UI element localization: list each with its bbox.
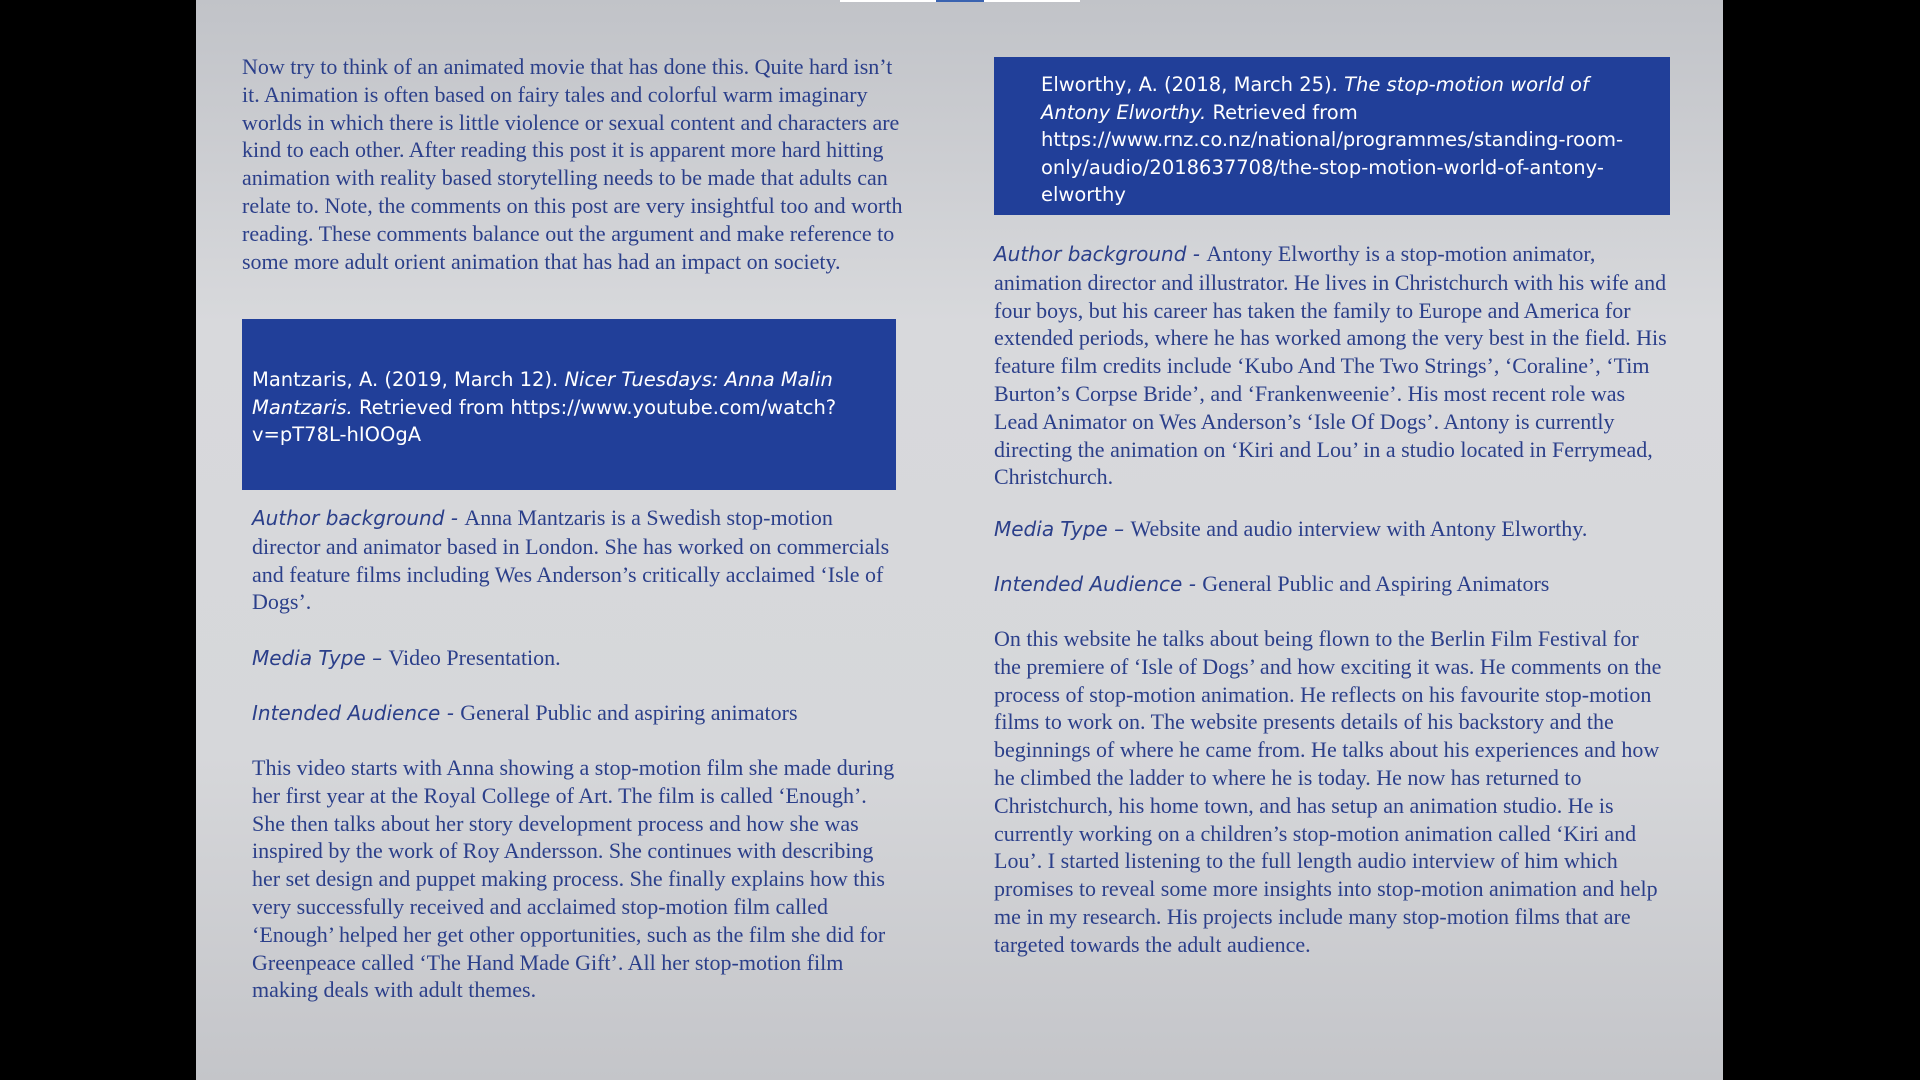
reference-title: Nicer Tuesdays: Anna Malin Mantzaris. bbox=[252, 368, 833, 419]
author-background-text: Anna Mantzaris is a Swedish stop-motion director and animator based in London. She has worked on commercials and feature films including Wes Anderson’s critically acclaimed ‘Isle of Dogs’. bbox=[252, 505, 890, 615]
document-page[interactable] bbox=[196, 0, 1723, 1080]
tab-indicator-active bbox=[936, 0, 984, 2]
intro-paragraph: Now try to think of an animated movie that has done this. Quite hard isn’t it. Animation is often based on fairy tales and colorful warm imaginary worlds in which there is little violence or sexual content and characters are kind to each other. After reading this post it is apparent more hard hitting animation with reality based storytelling needs to be made that adults can relate to. Note, the comments on this post are very insightful too and worth reading. These comments balance out the argument and make reference to some more adult orient animation that has had an impact on society. bbox=[242, 54, 903, 274]
intended-audience-text: General Public and aspiring animators bbox=[460, 700, 798, 725]
author-background-label: Author background - bbox=[994, 242, 1207, 266]
summary-paragraph: This video starts with Anna showing a stop-motion film she made during her first year at the Royal College of Art. The film is called ‘Enough’. She then talks about her story development process and how she was inspired by the work of Roy Andersson. She continues with describing her set design and puppet making process. She finally explains how this very successfully received and acclaimed stop-motion film called ‘Enough’ helped her get other opportunities, such as the film she did for Greenpeace called ‘The Hand Made Gift’. All her stop-motion film making deals with adult themes. bbox=[252, 755, 895, 1003]
summary-paragraph: On this website he talks about being flown to the Berlin Film Festival for the premiere of ‘Isle of Dogs’ and how exciting it was. He comments on the process of stop-motion animation. He reflects on his favourite stop-motion films to work on. The website presents details of his backstory and the beginnings of where he came from. He talks about his experiences and how he climbed the ladder to where he is today. He now has returned to Christchurch, his home town, and has setup an animation studio. He is currently working on a children’s stop-motion animation called ‘Kiri and Lou’. I started listening to the full length audio interview of him which promises to reveal some more insights into stop-motion animation and help me in my research. His projects include many stop-motion films that are targeted towards the adult audience. bbox=[994, 626, 1662, 957]
reference-author-date: Mantzaris, A. (2019, March 12). bbox=[252, 368, 565, 391]
media-type-text: Video Presentation. bbox=[388, 645, 561, 670]
author-background-paragraph bbox=[994, 240, 1670, 491]
intended-audience-text: General Public and Aspiring Animators bbox=[1202, 571, 1550, 596]
intended-audience-paragraph bbox=[252, 699, 896, 728]
intended-audience-label: Intended Audience - bbox=[252, 701, 461, 725]
author-background-text: Antony Elworthy is a stop-motion animator, animation director and illustrator. He lives in Christchurch with his wife and four boys, but his career has taken the family to Europe and America for extended periods, where he has worked among the very best in the field. His feature film credits include ‘Kubo And The Two Strings’, ‘Coraline’, ‘Tim Burton’s Corpse Bride’, and ‘Frankenweenie’. His most recent role was Lead Animator on Wes Anderson’s ‘Isle Of Dogs’. Antony is currently directing the animation on ‘Kiri and Lou’ in a studio located in Ferrymead, Christchurch. bbox=[994, 241, 1667, 490]
media-type-label: Media Type – bbox=[252, 646, 389, 670]
tab-indicator-right bbox=[984, 0, 1080, 2]
reference-author-date: Elworthy, A. (2018, March 25). bbox=[1041, 73, 1345, 96]
tab-indicator-left bbox=[840, 0, 936, 2]
reference-box-mantzaris bbox=[242, 319, 896, 490]
intended-audience-label: Intended Audience - bbox=[994, 572, 1203, 596]
reference-retrieved: Retrieved from https://www.youtube.com/watch?v=pT78L-hIOOgA bbox=[252, 395, 837, 446]
reference-title: The stop-motion world of Antony Elworthy. bbox=[1041, 73, 1589, 124]
reference-retrieved: Retrieved from https://www.rnz.co.nz/national/programmes/standing-room-only/audio/2018637708/the-stop-motion-world-of-antony-elworthy bbox=[1041, 100, 1624, 206]
media-type-label: Media Type – bbox=[994, 517, 1131, 541]
media-type-paragraph bbox=[252, 644, 896, 673]
media-type-paragraph bbox=[994, 515, 1670, 544]
reference-box-elworthy bbox=[994, 57, 1670, 215]
author-background-label: Author background - bbox=[252, 506, 465, 530]
intended-audience-paragraph bbox=[994, 570, 1670, 599]
author-background-paragraph bbox=[252, 504, 896, 616]
media-type-text: Website and audio interview with Antony Elworthy. bbox=[1130, 516, 1588, 541]
page-tab-indicator bbox=[840, 0, 1080, 2]
